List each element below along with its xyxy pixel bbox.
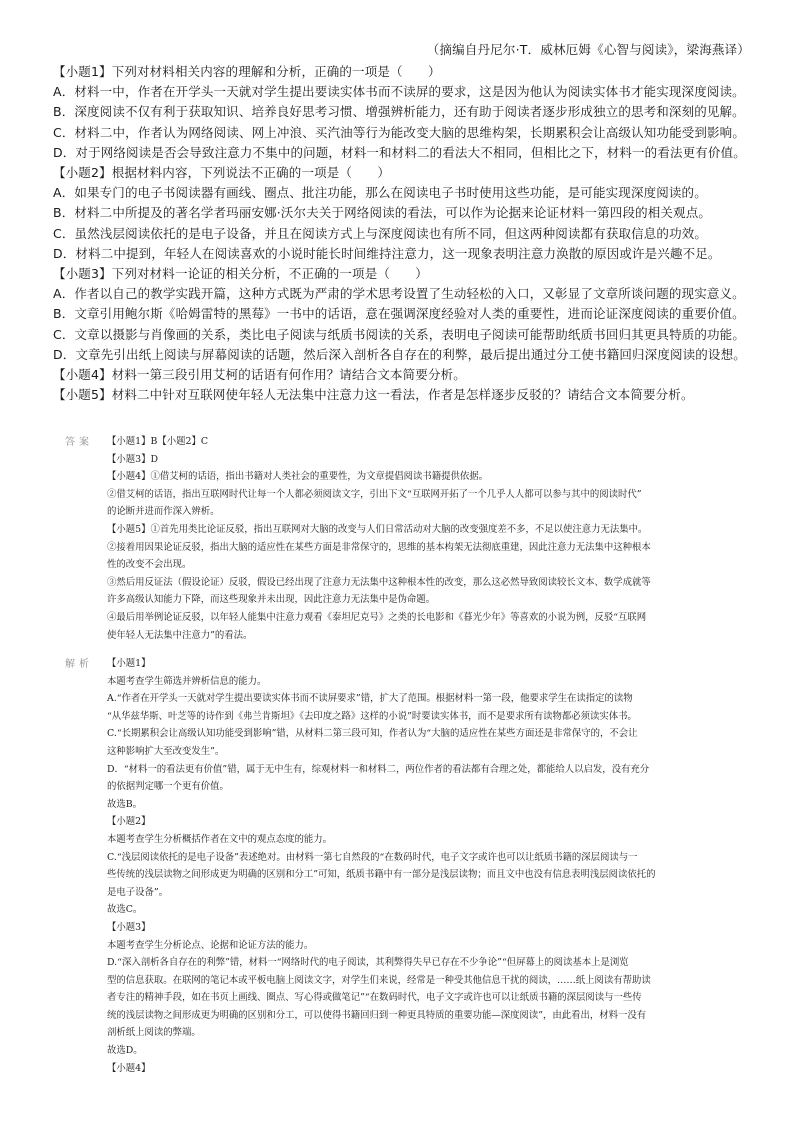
analysis-line: 剖析纸上阅读的弊端。 (107, 1027, 201, 1039)
answer-line: 【小题3】D (107, 453, 158, 465)
question-stem: 【小题5】材料二中针对互联网使年轻人无法集中注意力这一看法，作者是怎样逐步反驳的？请结合文本简要分析。 (53, 387, 694, 403)
analysis-line: 本题考查学生分析论点、论据和论证方法的能力。 (107, 939, 314, 951)
analysis-line: A.“作者在开学头一天就对学生提出要读实体书而不读屏要求”错，扩大了范围。根据材料一第一段，他要求学生在读指定的读物 (107, 693, 633, 705)
answer-line: 的论断并进而作深入辨析。 (107, 506, 220, 518)
question-option: C．文章以摄影与肖像画的关系，类比电子阅读与纸质书阅读的关系，表明电子阅读可能帮助纸质书回归其更具特质的功能。 (53, 326, 745, 342)
analysis-line: 本题考查学生筛选并辨析信息的能力。 (107, 675, 267, 687)
question-option: B．深度阅读不仅有利于获取知识、培养良好思考习惯、增强辨析能力，还有助于阅读者逐步形成独立的思考和深刻的见解。 (53, 104, 745, 120)
question-stem: 【小题2】根据材料内容，下列说法不正确的一项是（ ） (53, 165, 391, 181)
answer-line: 【小题5】①首先用类比论证反驳，指出互联网对大脑的改变与人们日常活动对大脑的改变强度差不多，不足以使注意力无法集中。 (107, 523, 648, 535)
analysis-line: “从华兹华斯、叶芝等的诗作到《弗兰肯斯坦》《去印度之路》这样的小说”时要读实体书，而不是要求所有读物都必须读实体书。 (107, 710, 637, 722)
analysis-line: D.“深入剖析各自存在的利弊”错，材料一“网络时代的电子阅读，其利弊得失早已存在不少争论”“但屏幕上的阅读基本上是浏览 (107, 957, 629, 969)
answer-line: ③然后用反证法（假设论证）反驳，假设已经出现了注意力无法集中这种根本性的改变，那么这必然导致阅读较长文本、数学成就等 (107, 576, 651, 588)
question-option: D．文章先引出纸上阅读与屏幕阅读的话题，然后深入剖析各自存在的利弊，最后提出通过分工使书籍回归深度阅读的设想。 (53, 346, 746, 362)
analysis-line: 的依据判定哪一个更有价值。 (107, 781, 229, 793)
source-citation: （摘编自丹尼尔·T．威林厄姆《心智与阅读》，梁海燕译） (426, 42, 750, 57)
question-option: C．虽然浅层阅读依托的是电子设备，并且在阅读方式上与深度阅读也有所不同，但这两种阅读都有获取信息的功效。 (53, 225, 708, 241)
question-option: D．对于网络阅读是否会导致注意力不集中的问题，材料一和材料二的看法大不相同，但相比之下，材料一的看法更有价值。 (53, 144, 746, 160)
answer-line: 性的改变不会出现。 (107, 559, 192, 571)
analysis-line: C.“浅层阅读依托的是电子设备”表述绝对。由材料一第七自然段的“在数码时代，电子文字或许也可以让纸质书籍的深层阅读与一 (107, 851, 638, 863)
analysis-line: 统的浅层读物之间形成更为明确的区别和分工，可以使得书籍回归到一种更具特质的重要功能—深度阅读”，由此看出，材料一没有 (107, 1009, 647, 1021)
analysis-line: 故选D。 (107, 1045, 143, 1057)
question-option: A．材料一中，作者在开学头一天就对学生提出要读实体书而不读屏的要求，这是因为他认为阅读实体书才能实现深度阅读。 (53, 84, 745, 100)
analysis-line: 这种影响扩大至改变发生”。 (107, 745, 225, 757)
question-stem: 【小题1】下列对材料相关内容的理解和分析，正确的一项是（ ） (53, 64, 441, 79)
analysis-line: 【小题1】 (107, 658, 151, 669)
answer-line: 【小题1】B【小题2】C (107, 436, 208, 447)
answer-body (107, 433, 737, 644)
answer-label: 答案 (65, 437, 93, 448)
question-option: A．如果专门的电子书阅读器有画线、圈点、批注功能，那么在阅读电子书时使用这些功能，是可能实现深度阅读的。 (53, 185, 707, 201)
analysis-line: 【小题2】 (107, 816, 151, 828)
answer-line: 【小题4】①借艾柯的话语，指出书籍对人类社会的重要性，为文章提倡阅读书籍提供依据。 (107, 471, 488, 483)
analysis-line: 【小题3】 (107, 921, 151, 933)
question-option: A．作者以自己的教学实践开篇，这种方式既为严肃的学术思考设置了生动轻松的入口，又彰显了文章所谈问题的现实意义。 (53, 286, 745, 302)
question-stem: 【小题3】下列对材料一论证的相关分析，不正确的一项是（ ） (53, 266, 428, 282)
analysis-body (107, 655, 737, 1077)
analysis-line: 是电子设备”。 (107, 886, 169, 898)
answer-line: 许多高级认知能力下降，而这些现象并未出现，因此注意力无法集中是伪命题。 (107, 594, 436, 606)
question-option: C．材料二中，作者认为网络阅读、网上冲浪、买汽油等行为能改变大脑的思维构架，长期累积会让高级认知功能受到影响。 (53, 124, 745, 140)
question-option: B．材料二中所提及的著名学者玛丽安娜·沃尔夫关于网络阅读的看法，可以作为论据来论证材料一第四段的相关观点。 (53, 205, 712, 221)
question-option: B．文章引用鲍尔斯《哈姆雷特的黑莓》一书中的话语，意在强调深度经验对人类的重要性，进而论证深度阅读的重要价值。 (53, 306, 745, 322)
analysis-line: 型的信息获取。在联网的笔记本或平板电脑上阅读文字，对学生们来说，经常是一种受其他信息干扰的阅读，……纸上阅读有帮助读 (107, 974, 651, 986)
answer-line: ②接着用因果论证反驳，指出大脑的适应性在某些方面是非常保守的，思维的基本构架无法彻底重建，因此注意力无法集中这种根本 (107, 541, 651, 553)
analysis-line: 些传统的浅层读物之间形成更为明确的区别和分工”可知，纸质书籍中有一部分是浅层读物；而且文中也没有信息表明浅层阅读依托的 (107, 869, 656, 881)
analysis-line: 故选B。 (107, 798, 143, 810)
analysis-line: 故选C。 (107, 904, 143, 916)
analysis-label: 解析 (65, 659, 93, 670)
analysis-line: C.“长期累积会让高级认知功能受到影响”错，从材料二第三段可知，作者认为“大脑的适应性在某些方面还是非常保守的，不会让 (107, 728, 638, 740)
question-stem: 【小题4】材料一第三段引用艾柯的话语有何作用？请结合文本简要分析。 (53, 367, 466, 383)
question-option: D．材料二中提到，年轻人在阅读喜欢的小说时能长时间维持注意力，这一现象表明注意力涣散的原因或许是兴趣不足。 (53, 245, 721, 261)
answer-line: ④最后用举例论证反驳，以年轻人能集中注意力观看《泰坦尼克号》之类的长电影和《暮光少年》等喜欢的小说为例，反驳“互联网 (107, 611, 647, 623)
answer-line: ②借艾柯的话语，指出互联网时代让每一个人都必须阅读文字，引出下文“互联网开拓了一个几乎人人都可以参与其中的阅读时代” (107, 488, 642, 500)
question-section (53, 62, 753, 405)
analysis-line: 【小题4】 (107, 1062, 151, 1074)
answer-line: 使年轻人无法集中注意力”的看法。 (107, 629, 253, 641)
analysis-line: D．“材料一的看法更有价值”错，属于无中生有，综观材料一和材料二，两位作者的看法都有合理之处，都能给人以启发，没有充分 (107, 763, 650, 775)
analysis-line: 本题考查学生分析概括作者在文中的观点态度的能力。 (107, 833, 333, 845)
analysis-line: 者专注的精神手段，如在书页上画线、圈点、写心得或做笔记”“在数码时代，电子文字或许也可以让纸质书籍的深层阅读与一些传 (107, 992, 642, 1004)
